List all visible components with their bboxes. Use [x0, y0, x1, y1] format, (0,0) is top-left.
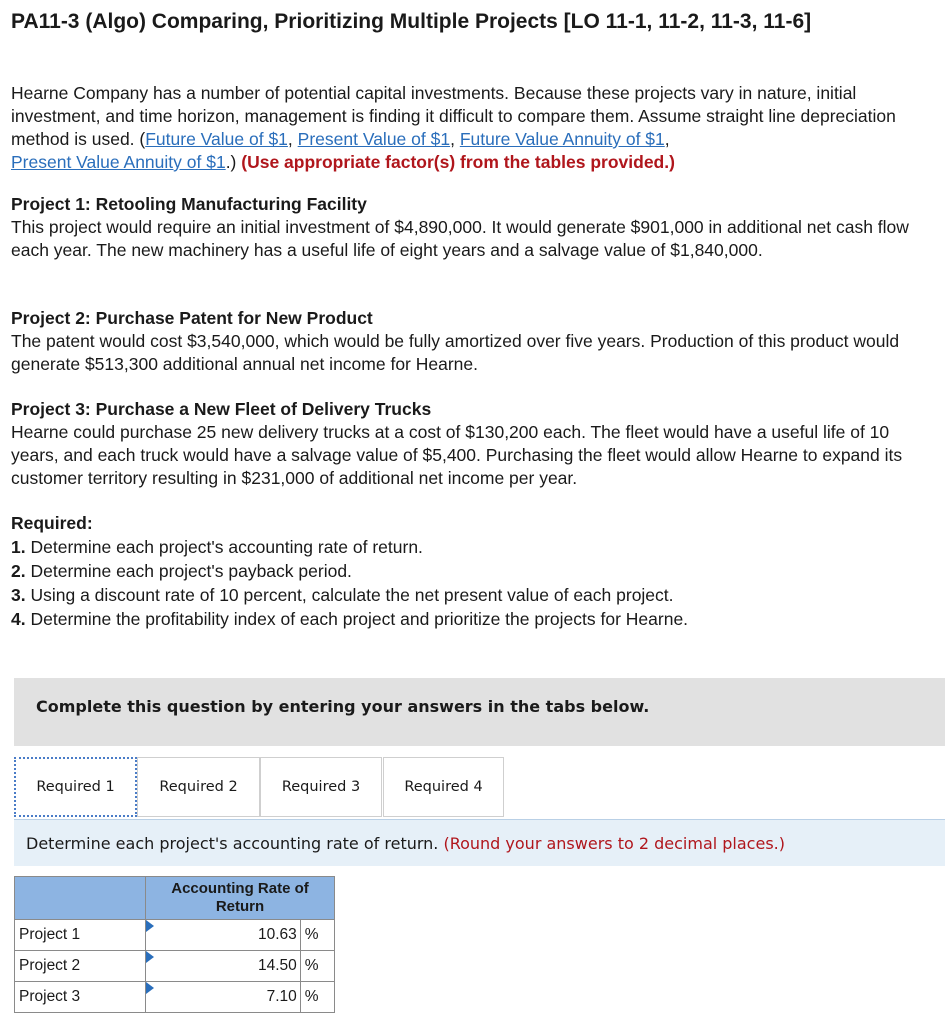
project-3-heading: Project 3: Purchase a New Fleet of Delivery Trucks [11, 399, 432, 419]
banner-text: Complete this question by entering your answers in the tabs below. [36, 697, 650, 716]
percent-unit: % [300, 920, 334, 951]
required-item: 1. Determine each project's accounting rate of return. [11, 537, 423, 557]
tab-required-1[interactable]: Required 1 [14, 757, 137, 817]
flag-icon [146, 920, 154, 932]
project-2-section [11, 307, 941, 376]
flag-icon [146, 982, 154, 994]
table-row [15, 951, 335, 982]
arr-input-project-1[interactable]: 10.63 [146, 920, 301, 951]
tab-instruction [14, 819, 945, 866]
project-2-heading: Project 2: Purchase Patent for New Product [11, 308, 373, 328]
project-1-body: This project would require an initial investment of $4,890,000. It would generate $901,000 in additional net cash flow each year. The new machinery has a useful life of eight years and a salvage value of $1,840,000. [11, 217, 909, 260]
present-value-link[interactable]: Present Value of $1 [297, 129, 451, 149]
column-header-arr: Accounting Rate of Return [146, 877, 335, 920]
answer-table [14, 876, 335, 1013]
row-label: Project 1 [15, 920, 146, 951]
future-value-link[interactable]: Future Value of $1 [145, 129, 288, 149]
intro-paragraph: Hearne Company has a number of potential capital investments. Because these projects vary in nature, initial investment, and time horizon, management is finding it difficult to compare them. Assume straight line depreciation method is used. (Future Value of $1, Present Value of $1, Future Value Annuity of $1, Present Value Annuity of $1.) (Use appropriate factor(s) from the tables provided.) [11, 83, 896, 172]
required-section [11, 511, 941, 631]
project-3-body: Hearne could purchase 25 new delivery trucks at a cost of $130,200 each. The fleet would have a useful life of 10 years, and each truck would have a salvage value of $5,400. Purchasing the fleet would allow Hearne to expand its customer territory resulting in $231,000 of additional net income per year. [11, 422, 903, 488]
table-row [15, 920, 335, 951]
required-item: 3. Using a discount rate of 10 percent, calculate the net present value of each project. [11, 585, 674, 605]
factor-note: (Use appropriate factor(s) from the tables provided.) [241, 152, 675, 172]
table-corner [15, 877, 146, 920]
row-label: Project 3 [15, 982, 146, 1013]
arr-input-project-2[interactable]: 14.50 [146, 951, 301, 982]
project-1-heading: Project 1: Retooling Manufacturing Facility [11, 194, 367, 214]
required-item: 4. Determine the profitability index of each project and prioritize the projects for Hearne. [11, 609, 689, 629]
arr-input-project-3[interactable]: 7.10 [146, 982, 301, 1013]
instructions-banner [14, 678, 945, 746]
project-1-section [11, 193, 941, 262]
tab-required-3[interactable]: Required 3 [260, 757, 382, 817]
flag-icon [146, 951, 154, 963]
future-value-annuity-link[interactable]: Future Value Annuity of $1 [459, 129, 665, 149]
percent-unit: % [300, 951, 334, 982]
instruction-text: Determine each project's accounting rate of return. [26, 834, 439, 853]
required-item: 2. Determine each project's payback period. [11, 561, 352, 581]
page-title: PA11-3 (Algo) Comparing, Prioritizing Multiple Projects [LO 11-1, 11-2, 11-3, 11-6] [11, 10, 812, 33]
required-heading: Required: [11, 513, 93, 533]
table-row [15, 982, 335, 1013]
present-value-annuity-link[interactable]: Present Value Annuity of $1 [11, 152, 226, 172]
percent-unit: % [300, 982, 334, 1013]
intro-after: .) [225, 152, 242, 172]
project-2-body: The patent would cost $3,540,000, which would be fully amortized over five years. Production of this product would generate $513,300 additional annual net income for Hearne. [11, 331, 900, 374]
tab-bar [14, 757, 945, 819]
tab-required-2[interactable]: Required 2 [137, 757, 260, 817]
row-label: Project 2 [15, 951, 146, 982]
rounding-note: (Round your answers to 2 decimal places.) [443, 834, 785, 853]
project-3-section [11, 398, 941, 490]
intro-text: Hearne Company has a number of potential capital investments. Because these projects vary in nature, initial investment, and time horizon, management is finding it difficult to compare them. Assume straight line depreciation method is used. ( [11, 83, 896, 149]
tab-required-4[interactable]: Required 4 [383, 757, 504, 817]
